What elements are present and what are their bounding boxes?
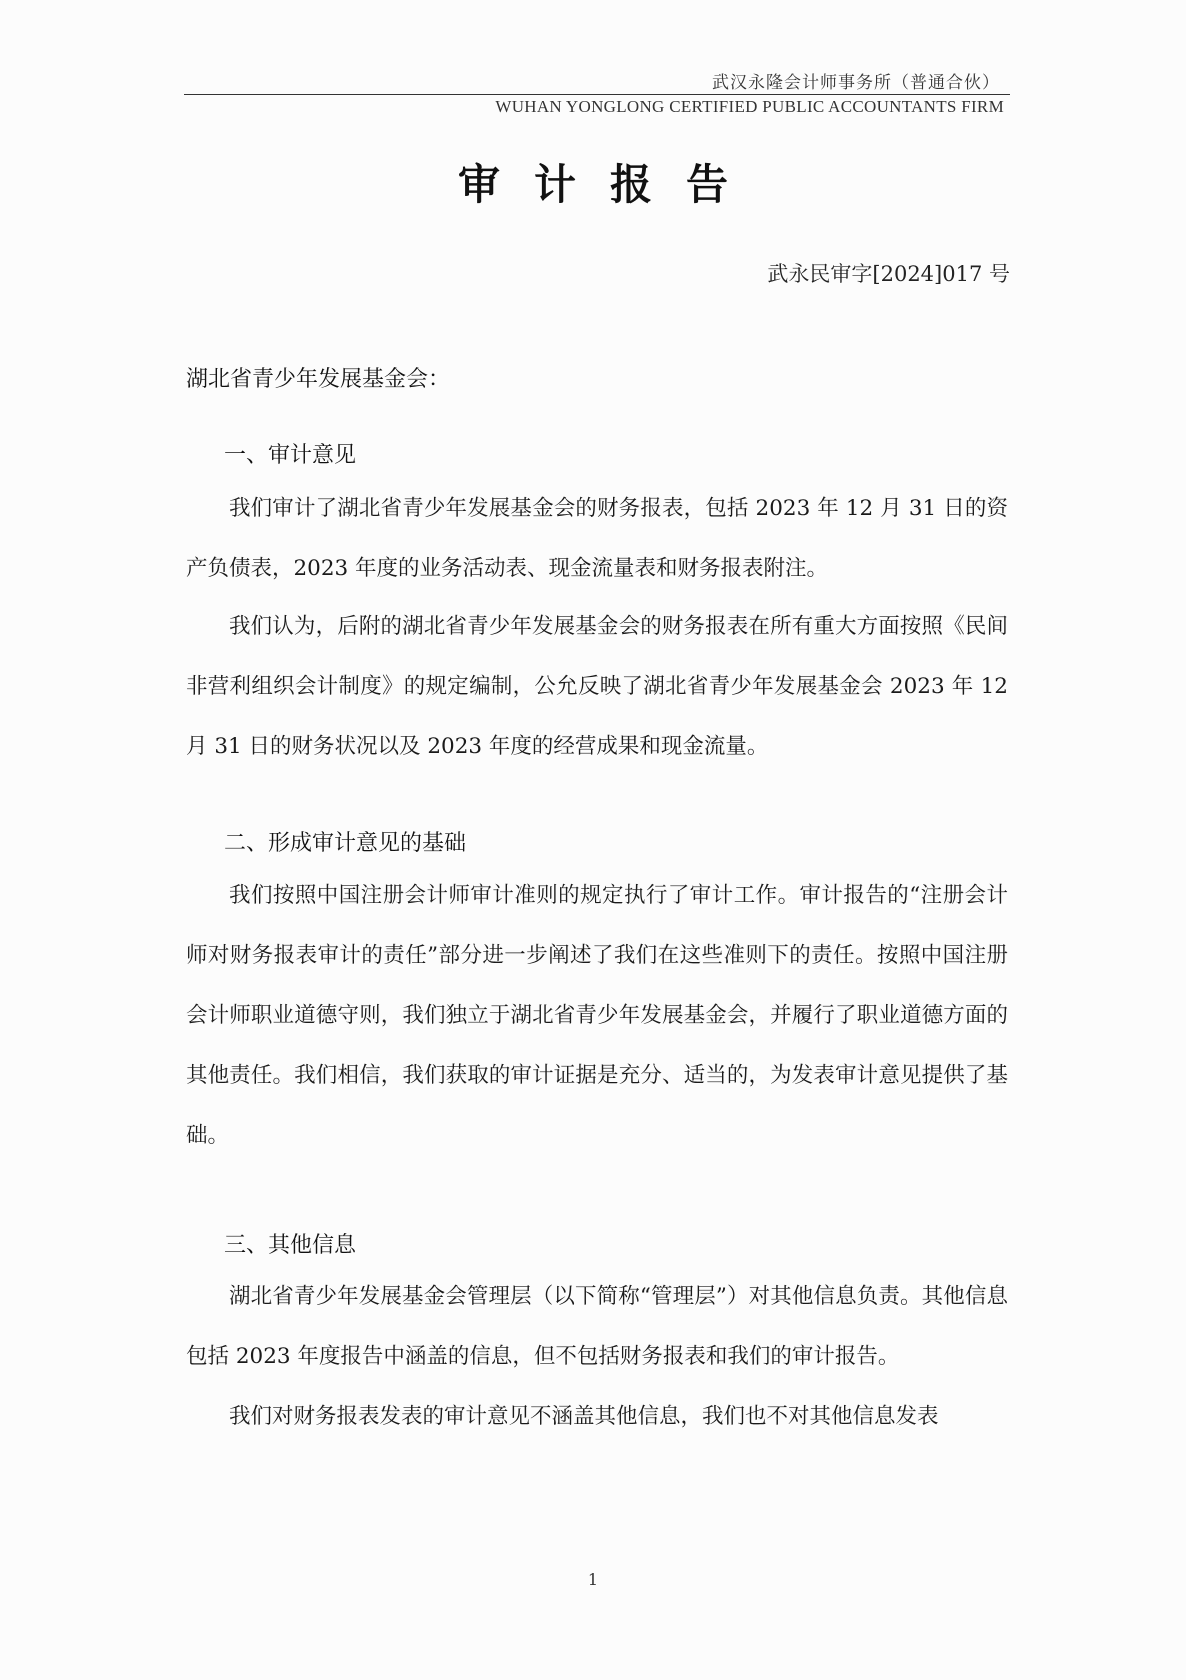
addressee: 湖北省青少年发展基金会：: [186, 367, 451, 392]
section-heading-other-information: 三、其他信息: [224, 1233, 357, 1258]
paragraph-audit-opinion: 我们认为，后附的湖北省青少年发展基金会的财务报表在所有重大方面按照《民间非营利组织会计制度》的规定编制，公允反映了湖北省青少年发展基金会 2023 年 12 月 31 日的财务状况以及 2023 年度的经营成果和现金流量。: [186, 614, 1008, 759]
paragraph-management-responsibility: 湖北省青少年发展基金会管理层（以下简称“管理层”）对其他信息负责。其他信息包括 2023 年度报告中涵盖的信息，但不包括财务报表和我们的审计报告。: [186, 1284, 1008, 1369]
page-number: 1: [587, 1570, 599, 1589]
paragraph-other-info-scope: 我们对财务报表发表的审计意见不涵盖其他信息，我们也不对其他信息发表: [229, 1404, 939, 1429]
section-heading-audit-opinion: 一、审计意见: [224, 443, 357, 468]
firm-name-english: WUHAN YONGLONG CERTIFIED PUBLIC ACCOUNTANTS FIRM: [495, 97, 1004, 116]
section-heading-basis-for-opinion: 二、形成审计意见的基础: [224, 831, 467, 856]
firm-name-chinese: 武汉永隆会计师事务所（普通合伙）: [712, 73, 1000, 93]
paragraph-audit-scope: 我们审计了湖北省青少年发展基金会的财务报表，包括 2023 年 12 月 31 日的资产负债表，2023 年度的业务活动表、现金流量表和财务报表附注。: [186, 496, 1008, 581]
paragraph-basis-for-opinion: 我们按照中国注册会计师审计准则的规定执行了审计工作。审计报告的“注册会计师对财务报表审计的责任”部分进一步阐述了我们在这些准则下的责任。按照中国注册会计师职业道德守则，我们独立于湖北省青少年发展基金会，并履行了职业道德方面的其他责任。我们相信，我们获取的审计证据是充分、适当的，为发表审计意见提供了基础。: [186, 883, 1008, 1148]
header-divider: [184, 94, 1010, 95]
document-number: 武永民审字[2024]017 号: [767, 262, 1010, 286]
report-title: 审计报告: [457, 160, 762, 209]
